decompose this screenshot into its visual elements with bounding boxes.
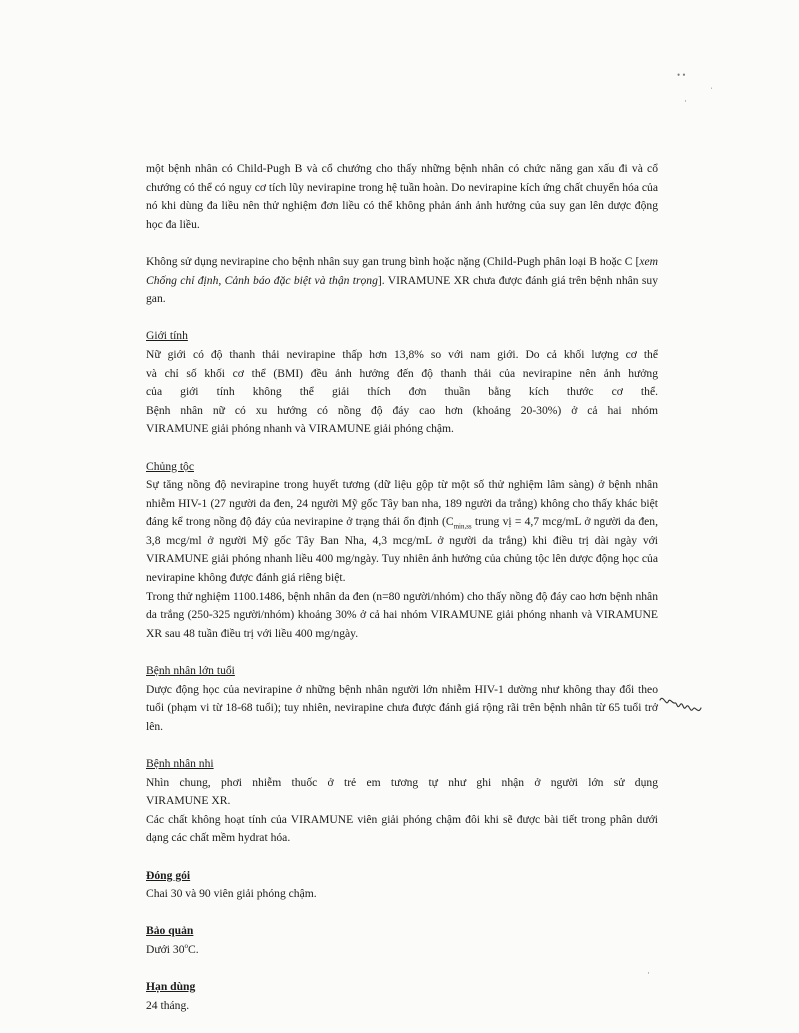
cross-reference: xem Chống chỉ định, Cảnh báo đặc biệt và thận trọng: [146, 254, 658, 287]
pediatric-heading: Bệnh nhân nhi: [146, 757, 214, 770]
degree-superscript: o: [184, 942, 189, 951]
elderly-paragraph: Dược động học của nevirapine ở những bệnh nhân người lớn nhiễm HIV-1 dường như không thay đổi theo tuổi (phạm vi từ 18-68 tuổi); tuy nhiên, nevirapine chưa được đánh giá rộng rãi trên bệnh nhân từ 65 tuổi trở lên.: [146, 682, 658, 733]
race-heading: Chủng tộc: [146, 459, 194, 473]
storage-heading: Bảo quản: [146, 924, 194, 938]
packaging-heading: Đóng gói: [146, 868, 191, 882]
shelf-life-text: 24 tháng.: [146, 998, 190, 1012]
elderly-heading: Bệnh nhân lớn tuổi: [146, 664, 235, 678]
handwritten-initials: [657, 690, 705, 724]
packaging-text: Chai 30 và 90 viên giải phóng chậm.: [146, 887, 317, 901]
gender-line-1: Nữ giới có độ thanh thải nevirapine thấp hơn 13,8% so với nam giới. Do cả khối lượng cơ thể: [146, 347, 658, 361]
scan-speck: ·: [647, 968, 650, 978]
gender-line-4: Bệnh nhân nữ có xu hướng có nồng độ đáy cao hơn (khoảng 20-30%) ở cả hai nhóm: [146, 403, 658, 417]
gender-line-5: VIRAMUNE giải phóng nhanh và VIRAMUNE giải phóng chậm.: [146, 422, 454, 436]
storage-text: Dưới 30$^o$C.: [146, 942, 199, 956]
scan-speck: • •: [677, 70, 686, 80]
cmin-subscript: min,ss: [453, 522, 472, 531]
hepatic-paragraph-1: một bệnh nhân có Child-Pugh B và cổ chướng cho thấy những bệnh nhân có chức năng gan xấu đi và cổ chướng có thể có nguy cơ tích lũy nevirapine trong hệ tuần hoàn. Do nevirapine kích ứng chất chuyển hóa của nó khi dùng đa liều nên thử nghiệm đơn liều có thể không phản ánh ảnh hưởng của suy gan lên dược động học đa liều.: [146, 162, 658, 231]
shelf-life-heading: Hạn dùng: [146, 980, 196, 994]
pediatric-line-2: VIRAMUNE XR.: [146, 794, 231, 808]
gender-heading: Giới tính: [146, 329, 188, 343]
scan-speck: ˈ: [710, 86, 713, 96]
pediatric-paragraph-2: Các chất không hoạt tính của VIRAMUNE viên giải phóng chậm đôi khi sẽ được bài tiết trong phân dưới dạng các chất mềm hydrat hóa.: [146, 812, 658, 845]
pediatric-line-1: Nhìn chung, phơi nhiễm thuốc ở trẻ em tương tự như ghi nhận ở người lớn sử dụng: [146, 775, 658, 789]
document-body: [146, 160, 658, 1015]
race-paragraph-2: Trong thử nghiệm 1100.1486, bệnh nhân da đen (n=80 người/nhóm) cho thấy nồng độ đáy cao hơn bệnh nhân da trắng (250-325 người/nhóm) khoảng 30% ở cả hai nhóm VIRAMUNE giải phóng nhanh và VIRAMUNE XR sau 48 tuần điều trị với liều 400 mg/ngày.: [146, 589, 658, 640]
gender-line-2: và chỉ số khối cơ thể (BMI) đều ảnh hưởng đến độ thanh thải của nevirapine nên ảnh hưởng: [146, 366, 658, 380]
scan-speck: ·: [684, 96, 687, 106]
hepatic-paragraph-2: Không sử dụng nevirapine cho bệnh nhân suy gan trung bình hoặc nặng (Child-Pugh phân loại B hoặc C [xem Chống chỉ định, Cảnh báo đặc biệt và thận trọng]. VIRAMUNE XR chưa được đánh giá trên bệnh nhân suy gan.: [146, 254, 658, 306]
race-paragraph-1: Sự tăng nồng độ nevirapine trong huyết tương (dữ liệu gộp từ một số thử nghiệm lâm sàng) ở bệnh nhân nhiễm HIV-1 (27 người da đen, 24 người Mỹ gốc Tây ban nha, 189 người da trắng) không cho thấy khác biệt đáng kể trong nồng độ đáy của nevirapine ở trạng thái ổn định ($C_{min,ss}$ trung vị = 4,7 mcg/mL ở người da đen, 3,8 mcg/ml ở người Mỹ gốc Tây Ban Nha, 4,3 mcg/mL ở người da trắng) khi điều trị dài ngày với VIRAMUNE giải phóng nhanh liều 400 mg/ngày. Tuy nhiên ảnh hưởng của chủng tộc lên dược động học của nevirapine không được đánh giá riêng biệt.: [146, 478, 658, 585]
gender-line-3: của giới tính không thể giải thích đơn thuần bằng kích thước cơ thể.: [146, 385, 658, 399]
